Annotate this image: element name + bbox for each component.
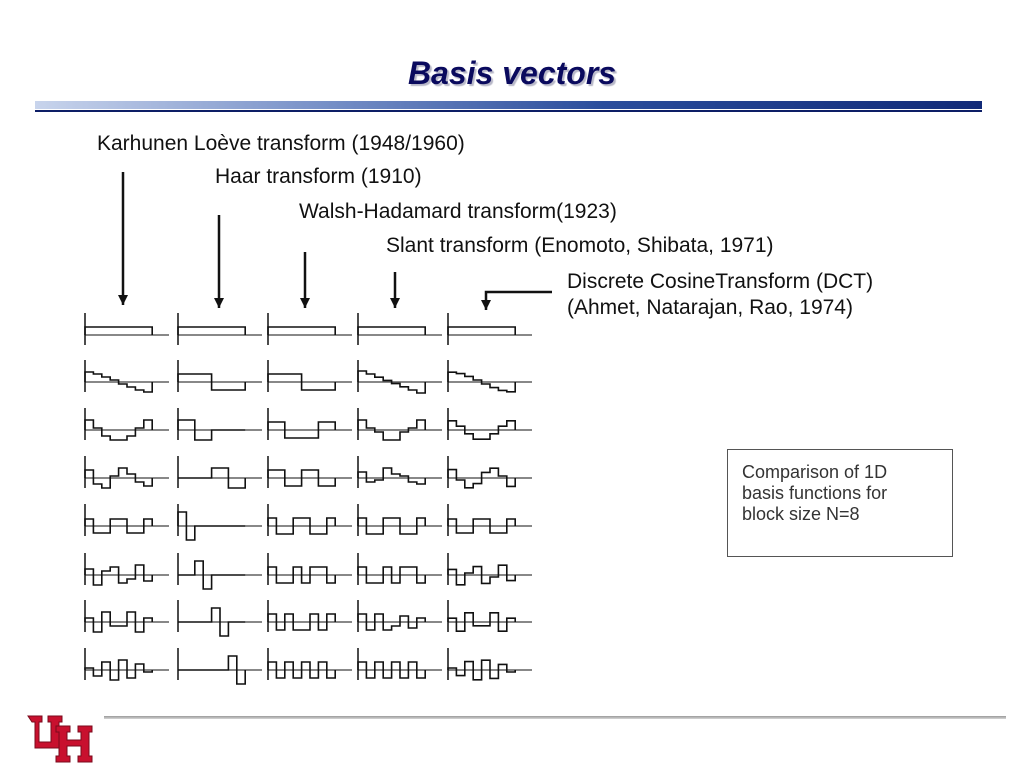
label-walsh-hadamard: Walsh-Hadamard transform(1923)	[299, 200, 617, 223]
pointer-arrows	[118, 172, 552, 310]
basis-waveform	[178, 561, 245, 589]
label-dct-authors: (Ahmet, Natarajan, Rao, 1974)	[567, 296, 853, 319]
arrowhead-icon	[214, 298, 224, 308]
basis-waveform	[358, 468, 425, 484]
basis-waveform	[85, 327, 152, 335]
slide-title: Basis vectors	[407, 55, 617, 91]
arrowhead-icon	[390, 298, 400, 308]
waveform-grid	[85, 313, 532, 684]
basis-waveform	[448, 327, 515, 335]
uh-monogram	[28, 716, 92, 762]
basis-waveform	[178, 608, 245, 636]
caption-line: Comparison of 1D	[742, 462, 888, 482]
label-haar: Haar transform (1910)	[215, 165, 422, 188]
caption-box	[727, 449, 953, 557]
pointer-arrow-line	[486, 292, 552, 310]
basis-waveform	[178, 327, 245, 335]
arrowhead-icon	[300, 298, 310, 308]
footer-divider	[104, 716, 1006, 719]
arrowhead-icon	[481, 300, 491, 310]
label-slant: Slant transform (Enomoto, Shibata, 1971)	[386, 234, 774, 257]
caption-line: block size N=8	[742, 504, 860, 524]
label-karhunen-loeve: Karhunen Loève transform (1948/1960)	[97, 132, 465, 155]
label-dct: Discrete CosineTransform (DCT)	[567, 270, 874, 293]
arrowhead-icon	[118, 295, 128, 305]
basis-waveform	[268, 327, 335, 335]
caption-line: basis functions for	[742, 483, 888, 503]
basis-waveform	[358, 327, 425, 335]
uh-logo-icon	[26, 712, 104, 766]
